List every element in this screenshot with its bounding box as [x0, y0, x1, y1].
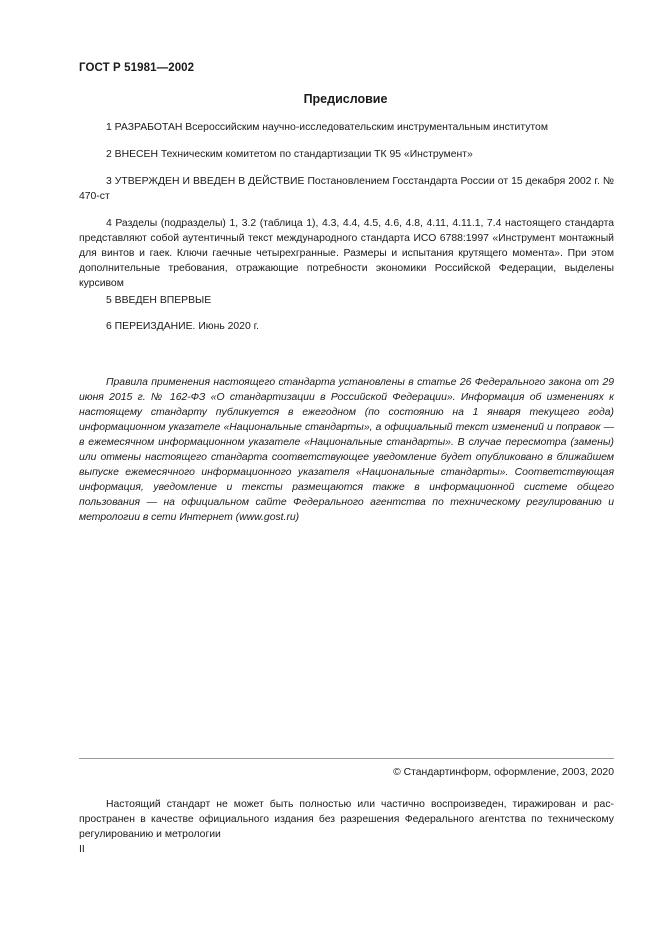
- preface-title: Предисловие: [303, 92, 388, 106]
- copyright-notice: © Стандартинформ, оформление, 2003, 2020: [393, 767, 614, 778]
- preface-item-6: 6 ПЕРЕИЗДАНИЕ. Июнь 2020 г.: [106, 321, 260, 332]
- preface-item-1: 1 РАЗРАБОТАН Всероссийским научно-исследовательским инструментальным институтом: [106, 122, 548, 133]
- preface-item-4: 4 Разделы (подразделы) 1, 3.2 (таблица 1), 4.3, 4.4, 4.5, 4.6, 4.8, 4.11, 4.11.1, 7.4 настоящего стандарта представляют собой аутентичный текст международного стандарта ИСО 6788:1997 «Инструмент монтажный для винтов и гаек. Ключи гаечные четырехгранные. Размеры и испытания крутящего момента». При этом дополнительные требования, отражающие потребности экономики Российской Федерации, выделены курсивом: [79, 218, 614, 289]
- preface-item-2: 2 ВНЕСЕН Техническим комитетом по стандартизации ТК 95 «Инструмент»: [106, 149, 473, 160]
- reproduction-notice: Настоящий стандарт не может быть полностью или частично воспроизведен, тиражирован и распространен в качестве официального издания без разрешения Федерального агентства по техническому регулированию и метрологии: [79, 799, 614, 840]
- preface-item-5: 5 ВВЕДЕН ВПЕРВЫЕ: [106, 295, 212, 306]
- page-number: II: [79, 844, 85, 855]
- standard-code: ГОСТ Р 51981—2002: [79, 62, 195, 74]
- divider: [79, 758, 614, 759]
- preface-item-3: 3 УТВЕРЖДЕН И ВВЕДЕН В ДЕЙСТВИЕ Постановлением Госстандарта России от 15 декабря 2002 г. № 470-ст: [79, 176, 614, 202]
- application-rules-notice: Правила применения настоящего стандарта установлены в статье 26 Федерального закона от 29 июня 2015 г. № 162-ФЗ «О стандартизации в Российской Федерации». Информация об изменениях к настоящему стандарту публикуется в ежегодном (по состоянию на 1 января текущего года) информационном указателе «Национальные стандарты», а официальный текст изменений и поправок — в ежемесячном информационном указателе «Национальные стандарты». В случае пересмотра (замены) или отмены настоящего стандарта соответствующее уведомление будет опубликовано в ближайшем выпуске ежемесячного информационного указателя «Национальные стандарты». Соответствующая информация, уведомление и тексты размещаются также в информационной системе общего пользования — на официальном сайте Федерального агентства по техническому регулированию и метрологии в сети Интернет (www.gost.ru): [79, 377, 614, 523]
